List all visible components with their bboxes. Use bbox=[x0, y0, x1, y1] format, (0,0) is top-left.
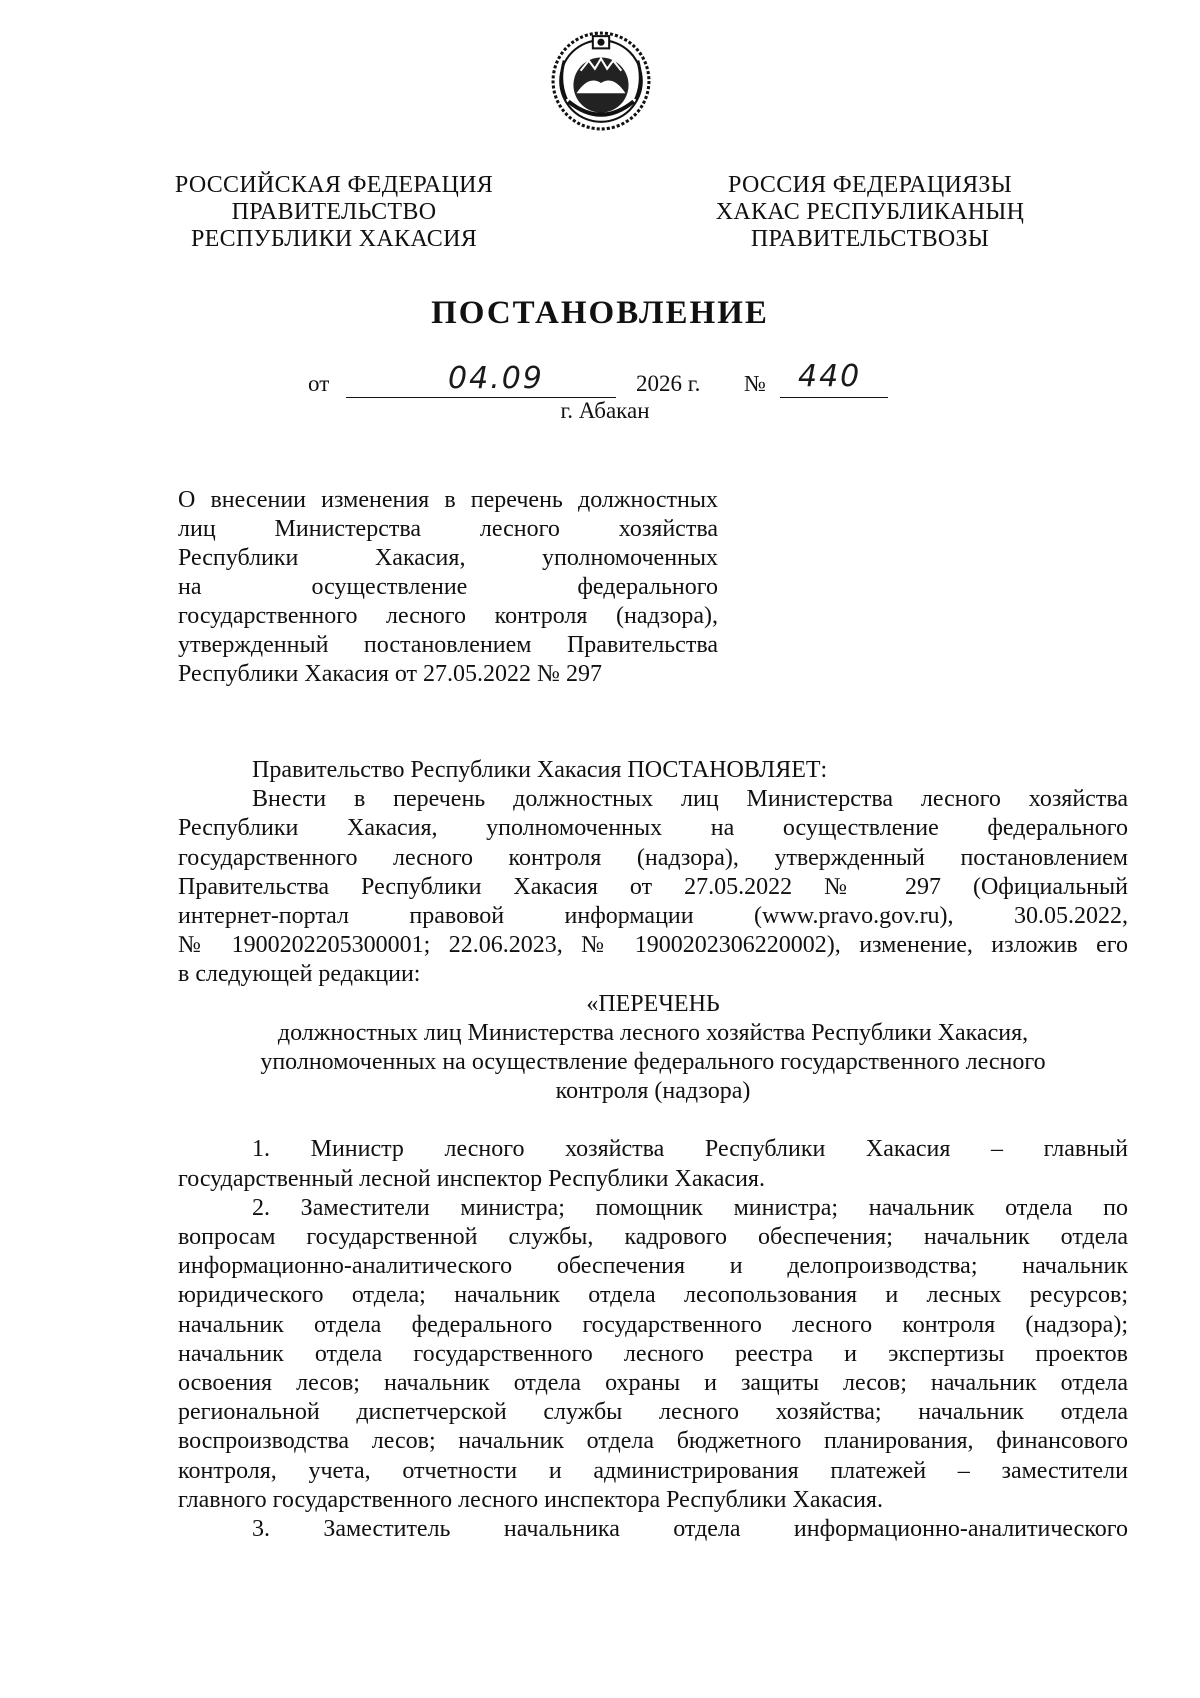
list-title-line: «ПЕРЕЧЕНЬ bbox=[586, 990, 720, 1017]
item-2-line: освоения лесов; начальник отдела охраны и защиты лесов; начальник отдела bbox=[178, 1370, 1128, 1397]
intro-line: интернет-портал правовой информации (www.pravo.gov.ru), 30.05.2022, bbox=[178, 903, 1128, 930]
item-2-line: воспроизводства лесов; начальник отдела бюджетного планирования, финансового bbox=[178, 1428, 1128, 1455]
intro-line: Республики Хакасия, уполномоченных на осуществление федерального bbox=[178, 815, 1128, 842]
decree-intro: Правительство Республики Хакасия ПОСТАНОВЛЯЕТ: bbox=[252, 757, 828, 783]
subject-line: Республики Хакасия от 27.05.2022 № 297 bbox=[178, 661, 602, 687]
number-sign: № bbox=[744, 371, 766, 396]
subject-line: на осуществление федерального bbox=[178, 574, 718, 600]
header-right-line: ХАКАС РЕСПУБЛИКАНЫҢ bbox=[715, 199, 1025, 225]
subject-line: лиц Министерства лесного хозяйства bbox=[178, 516, 718, 542]
header-right bbox=[700, 172, 1040, 253]
intro-line: Правительства Республики Хакасия от 27.05.2022 № 297 (Официальный bbox=[178, 873, 1128, 900]
subject-line: утвержденный постановлением Правительства bbox=[178, 632, 718, 658]
intro-line: Внести в перечень должностных лиц Министерства лесного хозяйства bbox=[252, 786, 1128, 813]
intro-line: государственного лесного контроля (надзора), утвержденный постановлением bbox=[178, 844, 1128, 871]
date-prefix: от bbox=[308, 371, 330, 396]
subject-line: государственного лесного контроля (надзора), bbox=[178, 603, 718, 629]
document-title: ПОСТАНОВЛЕНИЕ bbox=[431, 295, 769, 331]
list-title-line: должностных лиц Министерства лесного хозяйства Республики Хакасия, bbox=[277, 1019, 1029, 1046]
coat-of-arms-emblem bbox=[550, 30, 652, 132]
item-2-line: главного государственного лесного инспектора Республики Хакасия. bbox=[178, 1486, 883, 1513]
header-right-line: РОССИЯ ФЕДЕРАЦИЯЗЫ bbox=[728, 172, 1012, 198]
intro-line: № 1900202205300001; 22.06.2023, № 1900202306220002), изменение, изложив его bbox=[178, 932, 1128, 959]
subject-line: Республики Хакасия, уполномоченных bbox=[178, 545, 718, 571]
item-1-line: 1. Министр лесного хозяйства Республики Хакасия – главный bbox=[252, 1136, 1128, 1163]
subject-line: О внесении изменения в перечень должностных bbox=[178, 487, 718, 513]
item-2-line: региональной диспетчерской службы лесного хозяйства; начальник отдела bbox=[178, 1399, 1128, 1426]
intro-line: в следующей редакции: bbox=[178, 961, 421, 988]
item-2-line: начальник отдела государственного лесного реестра и экспертизы проектов bbox=[178, 1340, 1128, 1367]
item-2-line: начальник отдела федерального государственного лесного контроля (надзора); bbox=[178, 1311, 1128, 1338]
header-left-line: РОССИЙСКАЯ ФЕДЕРАЦИЯ bbox=[174, 172, 494, 198]
item-2-line: юридического отдела; начальник отдела лесопользования и лесных ресурсов; bbox=[178, 1282, 1128, 1309]
item-3-line: 3. Заместитель начальника отдела информационно-аналитического bbox=[252, 1516, 1128, 1543]
decree-body bbox=[178, 756, 1128, 1544]
item-2-line: 2. Заместители министра; помощник министра; начальник отдела по bbox=[252, 1194, 1128, 1221]
item-2-line: контроля, учета, отчетности и администрирования платежей – заместители bbox=[178, 1457, 1128, 1484]
list-title-line: контроля (надзора) bbox=[555, 1078, 751, 1105]
header-right-line: ПРАВИТЕЛЬСТВОЗЫ bbox=[750, 226, 990, 252]
header-left-line: РЕСПУБЛИКИ ХАКАСИЯ bbox=[190, 226, 478, 252]
list-title-line: уполномоченных на осуществление федерального государственного лесного bbox=[260, 1049, 1046, 1076]
city-label: г. Абакан bbox=[560, 398, 650, 423]
header-left-line: ПРАВИТЕЛЬСТВО bbox=[231, 199, 437, 225]
header-left bbox=[164, 172, 504, 253]
item-1-line: государственный лесной инспектор Республики Хакасия. bbox=[178, 1165, 765, 1192]
subject-block bbox=[178, 486, 718, 689]
handwritten-number: 440 bbox=[798, 359, 862, 394]
year-label: 2026 г. bbox=[636, 371, 701, 396]
item-2-line: информационно-аналитического обеспечения и делопроизводства; начальник bbox=[178, 1253, 1128, 1280]
item-2-line: вопросам государственной службы, кадрового обеспечения; начальник отдела bbox=[178, 1224, 1128, 1251]
handwritten-date: 04.09 bbox=[448, 361, 544, 396]
